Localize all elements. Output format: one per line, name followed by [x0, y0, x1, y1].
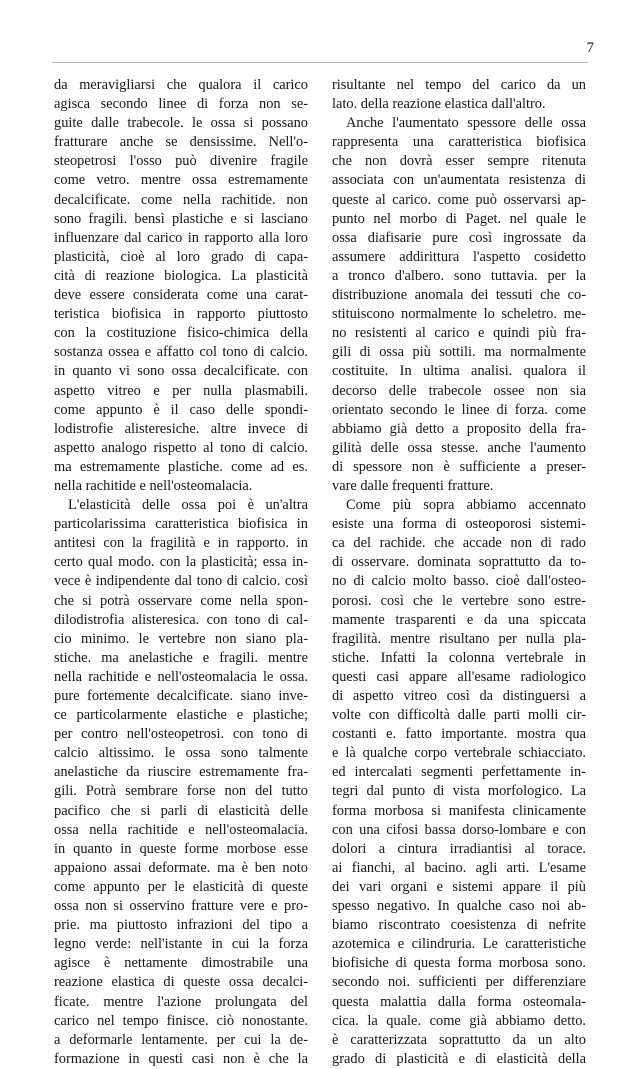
text-line: a deformarle lentamente. per cui la de- — [54, 1031, 308, 1048]
text-line: appaiono assai deformate. ma è ben noto — [54, 859, 308, 876]
text-line: che non dovrà esser sempre ritenuta — [332, 153, 586, 170]
text-line: distribuzione anomala dei tessuti che co- — [332, 287, 586, 304]
text-line: pacifico che si parli di elasticità delle — [54, 802, 308, 819]
text-line: ossa non si osservino fratture vere e pro- — [54, 898, 308, 915]
text-line: spesso negativo. In qualche caso noi ab- — [332, 898, 586, 915]
text-line: ed intercalati segmenti perfettamente in- — [332, 764, 586, 781]
text-line: stiche. ma anelastiche e fragili. mentre — [54, 649, 308, 666]
text-line: volte con difficoltà dalle parti molli cir- — [332, 707, 586, 724]
text-line: grado di plasticità e di elasticità della — [332, 1050, 586, 1067]
text-line: assumere addirittura l'aspetto cosidetto — [332, 248, 586, 265]
text-line: teristica biofisica in rapporto piuttosto — [54, 306, 308, 323]
text-line: di spessore non è sufficiente a preser- — [332, 458, 586, 475]
text-line: mamente trasparenti e da una spiccata — [332, 611, 586, 628]
text-line: che si potrà osservare come nella spon- — [54, 592, 308, 609]
text-line: anelastiche da riuscire estremamente fra- — [54, 764, 308, 781]
text-line: guite dalle trabecole. le ossa si possano — [54, 115, 308, 132]
text-line: prie. ma piuttosto infrazioni del tipo a — [54, 917, 308, 934]
text-line: cio minimo. le vertebre non siano pla- — [54, 630, 308, 647]
text-line: influenzare dal carico in rapporto alla loro — [54, 229, 308, 246]
text-line: lato. della reazione elastica dall'altro. — [332, 96, 546, 113]
text-line: ficate. mentre l'azione prolungata del — [54, 993, 308, 1010]
text-line: decorso delle trabecole ossee non sia — [332, 382, 586, 399]
text-line: calcio altissimo. le ossa sono talmente — [54, 745, 308, 762]
right-text-column — [332, 76, 586, 1069]
text-line: aspetto analogo rispetto al tono di calcio. — [54, 439, 308, 456]
text-line: stiche. Infatti la colonna vertebrale in — [332, 649, 586, 666]
text-line: associata con un'aumentata resistenza di — [332, 172, 586, 189]
text-line: tegri dal punto di vista morfologico. La — [332, 783, 586, 800]
text-line: con la costituzione fisico-chimica della — [54, 325, 308, 342]
text-line: come vetro. mentre ossa estremamente — [54, 172, 308, 189]
text-line: di osservare. dominata soprattutto da to- — [332, 554, 586, 571]
text-line: dilodistrofia alisteresica. con tono di cal- — [54, 611, 308, 628]
text-line: plasticità, cioè al loro grado di capa- — [54, 248, 308, 265]
text-line: no resistenti al carico e quindi più fra- — [332, 325, 586, 342]
text-line: steopetrosi l'osso può divenire fragile — [54, 153, 308, 170]
text-line: agisce è nettamente dimostrabile una — [54, 955, 308, 972]
text-line: stituiscono normalmente lo scheletro. me- — [332, 306, 586, 323]
text-line: in quanto in queste forme morbose esse — [54, 840, 308, 857]
text-line: nella rachitide e nell'osteomalacia le ossa. — [54, 668, 308, 685]
text-line: deve essere considerata come una carat- — [54, 287, 308, 304]
text-line: fragilità. mentre risultano per nulla pla- — [332, 630, 586, 647]
text-line: gili. Potrà sembrare forse non del tutto — [54, 783, 308, 800]
text-line: queste al carico. come può osservarsi ap- — [332, 191, 586, 208]
text-line: e là qualche corpo vertebrale schiacciato. — [332, 745, 586, 762]
text-line: pure fortemente decalcificate. siano inve- — [54, 688, 308, 704]
text-line: secondo noi. sufficienti per differenziare — [332, 974, 586, 991]
text-line: L'elasticità delle ossa poi è un'altra — [68, 497, 308, 514]
text-line: risultante nel tempo del carico da un — [332, 77, 586, 93]
text-line: particolarissima caratteristica biofisica in — [54, 516, 308, 533]
text-line: sono fragili. bensì plastiche e si lasciano — [54, 210, 308, 227]
text-line: questi casi appare all'esame radiologico — [332, 668, 586, 685]
text-line: dei vari organi e sistemi appare il più — [332, 878, 586, 895]
text-line: azotemica e cilindruria. Le caratteristiche — [332, 936, 586, 953]
text-line: carico nel tempo finisce. ciò nonostante. — [54, 1012, 308, 1029]
header-rule — [52, 62, 588, 63]
text-line: legno verde: nell'istante in cui la forza — [54, 936, 308, 953]
text-line: forma morbosa si manifesta clinicamente — [332, 802, 586, 819]
text-line: come appunto è il caso delle spondi- — [54, 401, 308, 418]
text-line: vece è indipendente dal tono di calcio. così — [54, 573, 308, 590]
text-line: ossa nella rachitide e nell'osteomalacia. — [54, 821, 308, 838]
text-line: no di calcio molto basso. cioè dall'osteo- — [332, 573, 586, 590]
text-line: è caratterizzata soprattutto da un alto — [332, 1031, 586, 1048]
text-line: gili di ossa più sottili. ma normalmente — [332, 344, 586, 361]
text-line: ca del rachide. che accade non di rado — [332, 535, 586, 552]
text-line: punto nel morbo di Paget. nel quale le — [332, 210, 586, 227]
text-line: per contro nell'osteopetrosi. con tono di — [54, 726, 308, 743]
text-line: a tronco d'albero. sono tuttavia. per la — [332, 267, 586, 284]
text-line: ossa diafisarie pure così ingrossate da — [332, 229, 586, 246]
text-line: Anche l'aumentato spessore delle ossa — [346, 115, 586, 132]
text-line: costituite. In ultima analisi. qualora il — [332, 363, 586, 380]
text-line: ma estremamente plastiche. come ad es. — [54, 458, 308, 475]
text-line: sostanza ossea e affatto col tono di calcio. — [54, 344, 308, 361]
text-line: certo qual modo. con la plasticità; essa in- — [54, 554, 308, 571]
text-line: cità di reazione biologica. La plasticità — [54, 267, 308, 284]
text-line: agisca secondo linee di forza non se- — [54, 96, 308, 113]
text-line: costanti e. fatto importante. mostra qua — [332, 726, 586, 743]
text-line: orientato secondo le linee di forza. come — [332, 401, 586, 418]
text-line: da meravigliarsi che qualora il carico — [54, 77, 308, 93]
text-line: dolori a cintura irradiantisi al torace. — [332, 840, 586, 857]
text-line: abbiamo già detto a proposito della fra- — [332, 420, 586, 437]
text-line: fratturare anche se densissime. Nell'o- — [54, 134, 308, 151]
text-line: come appunto per le elasticità di queste — [54, 878, 308, 895]
text-line: lodistrofie alisteresiche. altre invece di — [54, 420, 308, 437]
text-line: gilità delle ossa stesse. anche l'aumento — [332, 439, 586, 456]
text-line: porosi. così che le vertebre sono estre- — [332, 592, 586, 609]
text-line: nella rachitide e nell'osteomalacia. — [54, 477, 253, 494]
left-text-column — [54, 76, 308, 1069]
text-line: Come più sopra abbiamo accennato — [346, 497, 586, 514]
text-line: antitesi con la fragilità e in rapporto. in — [54, 535, 308, 552]
text-line: reazione elastica di queste ossa decalci- — [54, 974, 308, 991]
text-line: decalcificate. come nella rachitide. non — [54, 191, 308, 208]
text-line: cica. la quale. come già abbiamo detto. — [332, 1012, 586, 1029]
text-line: questa malattia dalla forma osteomala- — [332, 993, 586, 1010]
text-line: di aspetto vitreo così da distinguersi a — [332, 688, 586, 704]
text-line: biamo riscontrato coesistenza di nefrite — [332, 917, 586, 934]
text-line: aspetto vitreo e per nulla plasmabili. — [54, 382, 308, 399]
text-line: esiste una forma di osteoporosi sistemi- — [332, 516, 586, 533]
text-line: vare dalle frequenti fratture. — [332, 477, 494, 494]
text-line: in quanto vi sono ossa decalcificate. con — [54, 363, 308, 380]
text-line: ai fianchi, al bacino. agli arti. L'esame — [332, 859, 586, 876]
text-line: rappresenta una caratteristica biofisica — [332, 134, 586, 151]
page-number: 7 — [586, 40, 594, 56]
text-line: biofisiche di questa forma morbosa sono. — [332, 955, 586, 972]
text-line: con una cifosi bassa dorso-lombare e con — [332, 821, 586, 838]
text-line: formazione in questi casi non è che la — [54, 1050, 308, 1067]
text-line: ce particolarmente elastiche e plastiche; — [54, 707, 308, 724]
